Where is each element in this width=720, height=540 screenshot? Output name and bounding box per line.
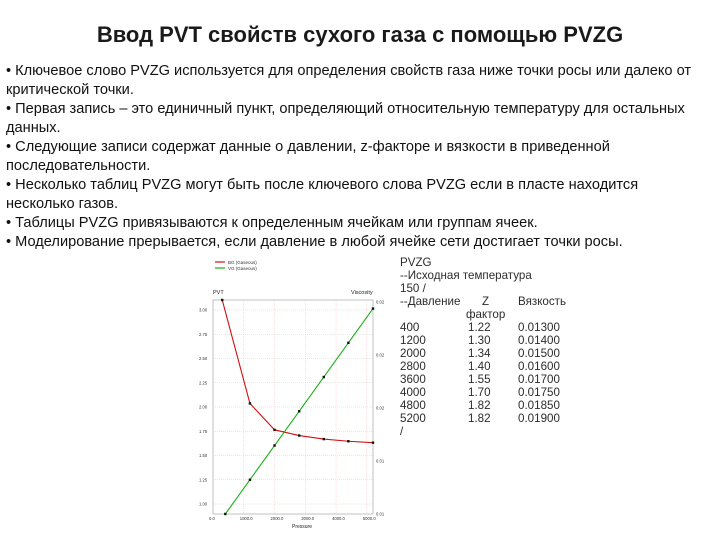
data-point-bg xyxy=(249,402,251,404)
y-tick-label-left: 2.00 xyxy=(199,404,208,410)
pvzg-row xyxy=(400,321,600,334)
x-tick-label: 5000.0 xyxy=(362,516,376,521)
pvt-chart-svg xyxy=(195,258,390,530)
pvt-chart xyxy=(195,258,390,530)
y-tick-label-left: 1.00 xyxy=(199,501,208,507)
y-tick-label-left: 3.00 xyxy=(199,307,208,313)
bullet-list xyxy=(6,62,710,252)
pvzg-header-pressure: --Давление xyxy=(400,295,461,308)
pvzg-keyword-block xyxy=(400,256,600,438)
y-tick-label-left: 2.75 xyxy=(199,331,208,337)
pvzg-viscosity: 0.01300 xyxy=(518,321,560,334)
pvzg-pressure: 3600 xyxy=(400,373,426,386)
y-tick-label-left: 2.50 xyxy=(199,356,208,361)
pvzg-row xyxy=(400,373,600,386)
y-tick-label-right: 0.02 xyxy=(376,405,385,411)
pvzg-pressure: 4800 xyxy=(400,399,426,412)
slide-title: Ввод PVT свойств сухого газа с помощью PVZG xyxy=(96,22,624,47)
pvzg-header-2 xyxy=(400,308,600,321)
bullet-item: • Следующие записи содержат данные о давлении, z-факторе и вязкости в приведенной последовательности. xyxy=(6,139,610,174)
pvzg-pressure: 2800 xyxy=(400,360,426,373)
legend-label-vg: VG (Gaseous) xyxy=(228,266,257,271)
pvzg-viscosity: 0.01400 xyxy=(518,334,560,347)
data-point-bg xyxy=(372,441,374,443)
pvzg-row xyxy=(400,412,600,425)
pvzg-viscosity: 0.01500 xyxy=(518,347,560,360)
y-tick-label-right: 0.01 xyxy=(376,458,385,464)
pvzg-keyword: PVZG xyxy=(400,256,432,269)
pvzg-z-factor: 1.34 xyxy=(468,347,491,360)
pvzg-row xyxy=(400,360,600,373)
chart-legend xyxy=(215,260,257,271)
pvzg-header-z: Z xyxy=(482,295,490,308)
data-point-vg xyxy=(273,444,275,446)
data-point-vg xyxy=(347,342,349,344)
y-tick-label-right: 0.02 xyxy=(376,352,385,358)
y-tick-label-right: 0.01 xyxy=(376,511,385,517)
y-tick-label-left: 1.25 xyxy=(199,477,208,483)
data-point-vg xyxy=(249,479,251,481)
pvzg-z-factor: 1.70 xyxy=(468,386,491,399)
pvzg-terminator: / xyxy=(400,425,404,438)
bullet-item: • Ключевое слово PVZG используется для определения свойств газа ниже точки росы или далеко от критической точки. xyxy=(6,63,692,98)
pvzg-z-factor: 1.40 xyxy=(468,360,491,373)
x-tick-label: 4000.0 xyxy=(332,516,345,521)
pvzg-row xyxy=(400,399,600,412)
bullet-item: • Моделирование прерывается, если давление в любой ячейке сети достигает точки росы. xyxy=(6,234,623,250)
series-line-bg xyxy=(222,300,373,443)
x-tick-label: 1000.0 xyxy=(239,516,253,521)
legend-label-bg: BG (Gaseous) xyxy=(228,260,257,265)
pvzg-header-z-factor: фактор xyxy=(466,308,506,321)
data-point-bg xyxy=(221,299,223,301)
data-point-vg xyxy=(224,513,226,515)
x-tick-label: 3000.0 xyxy=(301,516,315,521)
pvzg-temp-comment: --Исходная температура xyxy=(400,269,532,282)
pvzg-temp-value: 150 / xyxy=(400,282,426,295)
pvzg-viscosity: 0.01900 xyxy=(518,412,560,425)
pvzg-z-factor: 1.22 xyxy=(468,321,491,334)
pvzg-z-factor: 1.82 xyxy=(468,412,491,425)
pvzg-row xyxy=(400,334,600,347)
pvzg-header xyxy=(400,295,600,308)
bullet-item: • Таблицы PVZG привязываются к определенным ячейкам или группам ячеек. xyxy=(6,215,538,231)
pvzg-viscosity: 0.01850 xyxy=(518,399,560,412)
pvzg-pressure: 2000 xyxy=(400,347,426,360)
data-point-bg xyxy=(273,429,275,431)
pvzg-rows xyxy=(400,321,600,425)
pvzg-viscosity: 0.01700 xyxy=(518,373,560,386)
pvzg-row xyxy=(400,386,600,399)
data-point-bg xyxy=(323,438,325,440)
data-point-vg xyxy=(372,307,374,309)
x-axis-label: Pressure xyxy=(292,524,313,530)
pvzg-pressure: 1200 xyxy=(400,334,426,347)
y-tick-label-left: 1.75 xyxy=(199,428,208,434)
data-point-vg xyxy=(298,410,300,412)
y-tick-label-left: 1.50 xyxy=(199,453,208,458)
pvzg-row xyxy=(400,347,600,360)
x-tick-label: 0.0 xyxy=(209,516,215,521)
pvzg-z-factor: 1.55 xyxy=(468,373,491,386)
pvzg-z-factor: 1.82 xyxy=(468,399,491,412)
pvzg-pressure: 5200 xyxy=(400,412,426,425)
data-point-vg xyxy=(323,376,325,378)
data-point-bg xyxy=(347,440,349,442)
y-axis-left-label: PVT xyxy=(213,290,224,296)
pvzg-viscosity: 0.01600 xyxy=(518,360,560,373)
bullet-item: • Несколько таблиц PVZG могут быть после ключевого слова PVZG если в пласте находится несколько газов. xyxy=(6,177,639,212)
pvzg-pressure: 400 xyxy=(400,321,420,334)
bullet-item: • Первая запись – это единичный пункт, определяющий относительную температуру для остальных данных. xyxy=(6,101,685,136)
pvzg-pressure: 4000 xyxy=(400,386,426,399)
y-axis-right-label: Viscosity xyxy=(351,290,373,296)
data-point-bg xyxy=(298,434,300,436)
y-tick-label-right: 0.02 xyxy=(376,299,385,305)
pvzg-header-viscosity: Вязкость xyxy=(518,295,566,308)
pvzg-viscosity: 0.01750 xyxy=(518,386,560,399)
x-tick-label: 2000.0 xyxy=(270,516,284,521)
pvzg-z-factor: 1.30 xyxy=(468,334,491,347)
y-tick-label-left: 2.25 xyxy=(199,380,208,386)
